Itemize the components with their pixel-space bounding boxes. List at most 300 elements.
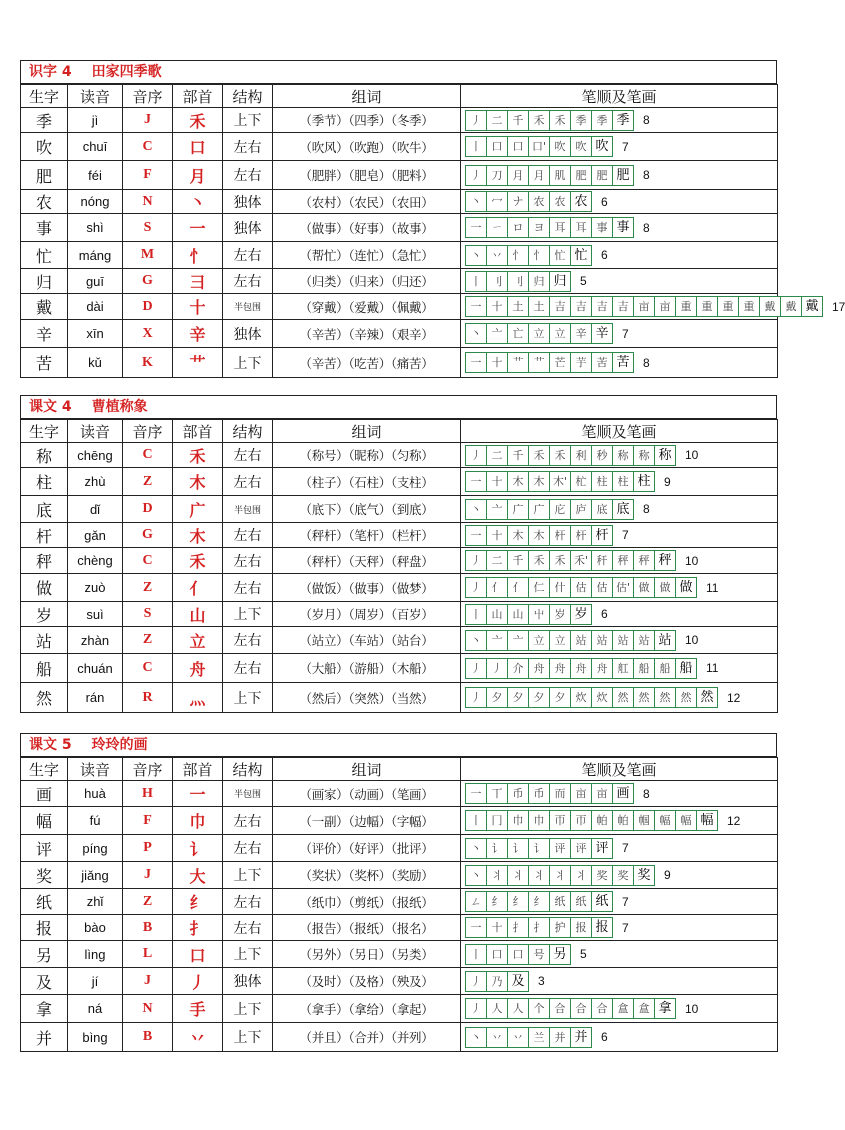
structure-cell: 上下 [223,602,273,627]
stroke-box: 丅 [486,783,508,804]
pinyin-cell: shì [68,214,123,242]
stroke-order-cell [461,941,778,968]
stroke-box: 人 [507,998,529,1019]
stroke-box: 二 [486,550,508,571]
table-row [21,781,778,807]
stroke-order-cell [461,602,778,627]
stroke-box: ㄧ [486,217,508,238]
letter-cell: C [123,443,173,468]
radical-cell: 巾 [173,807,223,835]
radical-cell: 丿 [173,968,223,995]
stroke-box: 口 [486,136,508,157]
column-header: 结构 [223,420,273,443]
letter-cell: K [123,348,173,378]
stroke-boxes [465,296,822,317]
radical-cell: 口 [173,941,223,968]
words-cell: （秤杆）（天秤）（秤盘） [273,548,461,574]
stroke-box: 十 [486,525,508,546]
column-header: 音序 [123,85,173,108]
stroke-count: 10 [685,633,699,647]
stroke-box: 二 [486,110,508,131]
stroke-box: 盒 [612,998,634,1019]
radical-cell: 禾 [173,443,223,468]
stroke-boxes [465,245,591,266]
stroke-box: 口 [507,944,529,965]
stroke-order-cell [461,889,778,915]
stroke-boxes [465,998,675,1019]
pinyin-cell: jì [68,108,123,133]
pinyin-cell: zhǐ [68,889,123,915]
words-cell: （及时）（及格）（殃及） [273,968,461,995]
stroke-box: 丶 [465,865,487,886]
stroke-box: 艹 [528,352,550,373]
stroke-box: 苦 [612,352,634,373]
stroke-box: 丬 [528,865,550,886]
pinyin-cell: rán [68,683,123,713]
stroke-box: 耳 [570,217,592,238]
stroke-box: ㄥ [465,891,487,912]
stroke-box: 站 [591,630,613,651]
stroke-order-cell [461,108,778,133]
column-header: 部首 [173,758,223,781]
words-cell: （称号）（昵称）（匀称） [273,443,461,468]
column-header: 结构 [223,758,273,781]
char-cell: 评 [21,835,68,862]
stroke-order-cell [461,443,778,468]
words-cell: （肥胖）（肥皂）（肥料） [273,161,461,190]
radical-cell: 木 [173,523,223,548]
radical-cell: 一 [173,781,223,807]
stroke-box: 丶 [465,630,487,651]
words-cell: （一副）（边幅）（字幅） [273,807,461,835]
stroke-count: 3 [538,974,545,988]
stroke-box: 币 [507,783,529,804]
pinyin-cell: chuán [68,654,123,683]
radical-cell: 灬 [173,683,223,713]
stroke-box: 芒 [549,352,571,373]
stroke-box: 舟 [591,658,613,679]
stroke-box: 拿 [654,998,676,1019]
stroke-boxes [465,217,633,238]
stroke-box: 月 [528,165,550,186]
table-row [21,269,778,294]
table-row [21,889,778,915]
letter-cell: C [123,548,173,574]
table-row [21,995,778,1023]
char-cell: 画 [21,781,68,807]
table-row [21,294,778,320]
letter-cell: J [123,968,173,995]
stroke-box: 另 [549,944,571,965]
stroke-count: 8 [643,113,650,127]
stroke-box: 禾' [570,550,592,571]
stroke-box: 帕 [612,810,634,831]
words-cell: （辛苦）（辛辣）（艰辛） [273,320,461,348]
letter-cell: P [123,835,173,862]
radical-cell: 木 [173,468,223,496]
words-cell: （岁月）（周岁）（百岁） [273,602,461,627]
stroke-box: 扌 [507,917,529,938]
section-title [20,60,777,84]
stroke-count: 8 [643,220,650,235]
stroke-box: 利 [570,445,592,466]
stroke-box: 一 [465,217,487,238]
table-row [21,133,778,161]
stroke-box: 二 [486,445,508,466]
header-row [21,758,778,781]
pinyin-cell: xīn [68,320,123,348]
radical-cell: 大 [173,862,223,889]
stroke-box: 吉 [612,296,634,317]
radical-cell: 广 [173,496,223,523]
stroke-box: 丶 [465,1027,487,1048]
radical-cell: 口 [173,133,223,161]
stroke-box: 丬 [507,865,529,886]
stroke-box: 一 [465,783,487,804]
pinyin-cell: huà [68,781,123,807]
pinyin-cell: gǎn [68,523,123,548]
letter-cell: H [123,781,173,807]
stroke-box: 十 [486,352,508,373]
words-cell: （底下）（底气）（到底） [273,496,461,523]
stroke-box: 合 [591,998,613,1019]
stroke-box: 巾 [528,810,550,831]
char-cell: 报 [21,915,68,941]
letter-cell: J [123,108,173,133]
stroke-box: 戴 [801,296,823,317]
pinyin-cell: ná [68,995,123,1023]
stroke-box: 季 [570,110,592,131]
stroke-box: 丿 [465,577,487,598]
structure-cell: 左右 [223,161,273,190]
stroke-box: 并 [549,1027,571,1048]
pinyin-cell: zuò [68,574,123,602]
structure-cell: 左右 [223,523,273,548]
pinyin-cell: kǔ [68,348,123,378]
radical-cell: 亻 [173,574,223,602]
stroke-box: 然 [675,687,697,708]
stroke-boxes [465,191,591,212]
table-row [21,654,778,683]
structure-cell: 上下 [223,995,273,1023]
stroke-order-cell [461,190,778,214]
stroke-box: 讠 [507,838,529,859]
stroke-box: 耳 [549,217,571,238]
stroke-box: 幅 [675,810,697,831]
char-cell: 归 [21,269,68,294]
stroke-box: 十 [486,296,508,317]
char-cell: 事 [21,214,68,242]
stroke-box: 并 [570,1027,592,1048]
stroke-order-cell [461,133,778,161]
stroke-box: 巾 [507,810,529,831]
stroke-box: 口 [507,136,529,157]
structure-cell: 左右 [223,574,273,602]
stroke-boxes [465,810,717,831]
column-header: 笔顺及笔画 [461,85,778,108]
stroke-box: 事 [591,217,613,238]
pinyin-cell: dǐ [68,496,123,523]
table-row [21,348,778,378]
stroke-box: 亠 [486,499,508,520]
structure-cell: 左右 [223,468,273,496]
stroke-count: 9 [664,868,671,882]
stroke-box: 称 [633,445,655,466]
pinyin-cell: lìng [68,941,123,968]
stroke-box: 舡 [612,658,634,679]
stroke-box: 肥 [591,165,613,186]
stroke-count: 7 [622,920,629,935]
radical-cell: 丷 [173,1023,223,1052]
stroke-box: 亩 [633,296,655,317]
words-cell: （纸巾）（剪纸）（报纸） [273,889,461,915]
stroke-order-cell [461,242,778,269]
stroke-box: 评 [549,838,571,859]
radical-cell: 艹 [173,348,223,378]
stroke-box: 币 [528,783,550,804]
stroke-box: 秤 [612,550,634,571]
stroke-order-cell [461,683,778,713]
stroke-box: 夕 [549,687,571,708]
stroke-box: 月 [507,165,529,186]
stroke-count: 6 [601,194,608,209]
table-row [21,214,778,242]
column-header: 部首 [173,85,223,108]
stroke-order-cell [461,654,778,683]
stroke-box: 站 [570,630,592,651]
letter-cell: B [123,915,173,941]
stroke-boxes [465,471,654,492]
stroke-box: 禾 [549,550,571,571]
char-cell: 底 [21,496,68,523]
letter-cell: C [123,654,173,683]
stroke-boxes [465,165,633,186]
stroke-box: 农 [528,191,550,212]
stroke-box: 舟 [549,658,571,679]
column-header: 读音 [68,758,123,781]
stroke-order-cell [461,468,778,496]
stroke-order-cell [461,496,778,523]
stroke-box: 个 [528,998,550,1019]
stroke-box: 帼 [633,810,655,831]
stroke-count: 8 [643,168,650,182]
words-cell: （评价）（好评）（批评） [273,835,461,862]
stroke-box: 兰 [528,1027,550,1048]
stroke-box: 吹 [591,136,613,157]
words-cell: （辛苦）（吃苦）（痛苦） [273,348,461,378]
stroke-boxes [465,944,570,965]
stroke-count: 10 [685,1001,699,1016]
stroke-box: 忙 [570,245,592,266]
radical-cell: 手 [173,995,223,1023]
stroke-box: 立 [549,630,571,651]
letter-cell: B [123,1023,173,1052]
stroke-box: 站 [654,630,676,651]
stroke-box: 冂 [486,810,508,831]
structure-cell: 独体 [223,190,273,214]
stroke-order-cell [461,548,778,574]
stroke-box: 纸 [549,891,571,912]
words-cell: （大船）（游船）（木船） [273,654,461,683]
structure-cell: 左右 [223,627,273,654]
stroke-box: 季 [591,110,613,131]
stroke-boxes [465,323,612,344]
structure-cell: 左右 [223,654,273,683]
char-cell: 杆 [21,523,68,548]
stroke-box: 肌 [549,165,571,186]
structure-cell: 左右 [223,889,273,915]
stroke-count: 8 [643,786,650,801]
stroke-box: 奖 [633,865,655,886]
stroke-box: 重 [738,296,760,317]
stroke-box: 站 [633,630,655,651]
stroke-box: 事 [612,217,634,238]
stroke-boxes [465,577,696,598]
column-header: 组词 [273,85,461,108]
stroke-boxes [465,499,633,520]
stroke-order-cell [461,627,778,654]
stroke-boxes [465,783,633,804]
words-cell: （做饭）（做事）（做梦） [273,574,461,602]
letter-cell: C [123,133,173,161]
column-header: 读音 [68,85,123,108]
structure-cell: 上下 [223,862,273,889]
stroke-box: 重 [696,296,718,317]
column-header: 生字 [21,85,68,108]
char-cell: 岁 [21,602,68,627]
stroke-count: 7 [622,894,629,909]
letter-cell: F [123,807,173,835]
stroke-count: 12 [727,813,741,828]
table-row [21,683,778,713]
stroke-boxes [465,917,612,938]
stroke-box: 丿 [486,658,508,679]
stroke-box: 山 [507,604,529,625]
stroke-box: 禾 [528,550,550,571]
pinyin-cell: zhù [68,468,123,496]
column-header: 音序 [123,420,173,443]
structure-cell: 独体 [223,320,273,348]
words-cell: （秤杆）（笔杆）（栏杆） [273,523,461,548]
char-cell: 柱 [21,468,68,496]
stroke-box: 纟 [528,891,550,912]
column-header: 组词 [273,758,461,781]
stroke-box: 禾 [528,445,550,466]
table-row [21,627,778,654]
stroke-boxes [465,630,675,651]
structure-cell: 左右 [223,269,273,294]
radical-cell: 立 [173,627,223,654]
stroke-boxes [465,110,633,131]
stroke-boxes [465,271,570,292]
stroke-box: 丿 [465,550,487,571]
stroke-box: 及 [507,971,529,992]
stroke-box: 庀 [549,499,571,520]
char-cell: 吹 [21,133,68,161]
stroke-box: 丿 [465,658,487,679]
stroke-box: 广 [507,499,529,520]
table-row [21,443,778,468]
words-cell: （帮忙）（连忙）（急忙） [273,242,461,269]
stroke-count: 5 [580,274,587,288]
stroke-count: 10 [685,553,699,568]
section-3 [20,733,777,1052]
stroke-boxes [465,865,654,886]
letter-cell: Z [123,574,173,602]
structure-cell: 左右 [223,915,273,941]
char-cell: 忙 [21,242,68,269]
stroke-box: 肥 [612,165,634,186]
stroke-box: 亠 [486,630,508,651]
stroke-box: 口' [528,136,550,157]
table-row [21,807,778,835]
stroke-box: 木 [528,525,550,546]
radical-cell: 辛 [173,320,223,348]
stroke-box: 奖 [612,865,634,886]
stroke-boxes [465,838,612,859]
letter-cell: Z [123,889,173,915]
stroke-box: 禾 [528,110,550,131]
column-header: 读音 [68,420,123,443]
table-row [21,602,778,627]
stroke-count: 5 [580,947,587,961]
stroke-box: 十 [486,917,508,938]
pinyin-cell: jí [68,968,123,995]
structure-cell: 独体 [223,968,273,995]
stroke-box: 岁 [570,604,592,625]
stroke-box: 丿 [465,110,487,131]
stroke-box: 仁 [528,577,550,598]
stroke-box: 亻 [486,577,508,598]
radical-cell: 十 [173,294,223,320]
stroke-box: 舟 [570,658,592,679]
stroke-box: 吉 [570,296,592,317]
stroke-count: 7 [622,528,629,542]
letter-cell: G [123,523,173,548]
stroke-box: 屮 [528,604,550,625]
stroke-box: 夕 [507,687,529,708]
stroke-box: 艹 [507,352,529,373]
stroke-box: 讠 [528,838,550,859]
stroke-boxes [465,687,717,708]
stroke-order-cell [461,269,778,294]
table-row [21,320,778,348]
stroke-box: 幅 [696,810,718,831]
stroke-box: 纟 [486,891,508,912]
stroke-box: 盒 [633,998,655,1019]
stroke-box: 画 [612,783,634,804]
structure-cell: 上下 [223,348,273,378]
stroke-box: 秤 [654,550,676,571]
stroke-box: 木 [507,525,529,546]
pinyin-cell: chuī [68,133,123,161]
stroke-box: 忄 [507,245,529,266]
stroke-box: 重 [717,296,739,317]
stroke-box: 估 [570,577,592,598]
stroke-boxes [465,658,696,679]
stroke-order-cell [461,574,778,602]
stroke-count: 11 [706,661,719,675]
stroke-box: 夕 [528,687,550,708]
stroke-box: 芋 [570,352,592,373]
stroke-box: 丶 [465,499,487,520]
stroke-box: 纸 [591,891,613,912]
radical-cell: 扌 [173,915,223,941]
pinyin-cell: chèng [68,548,123,574]
radical-cell: 彐 [173,269,223,294]
stroke-box: 丷 [486,1027,508,1048]
stroke-box: 丿 [465,971,487,992]
